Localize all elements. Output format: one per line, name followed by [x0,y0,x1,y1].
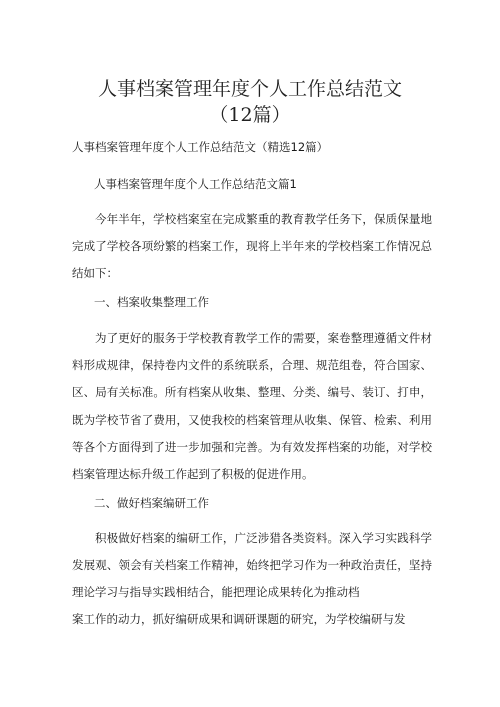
paragraph-archive-research: 积极做好档案的编研工作，广泛涉猎各类资料。深入学习实践科学发展观、领会有关档案工作精神，始终把学习作为一种政治责任，坚持理论学习与指导实践相结合，能把理论成果转化为推动档 [72,531,432,600]
intro-paragraph: 今年半年，学校档案室在完成繁重的教育教学任务下，保质保量地完成了学校各项纷繁的档案工作，现将上半年来的学校档案工作情况总结如下： [72,212,432,281]
paragraph-archive-collection: 为了更好的服务于学校教育教学工作的需要，案卷整理遵循文件材料形成规律，保持卷内文件的系统联系，合理、规范组卷，符合国家、区、局有关标准。所有档案从收集、整理、分类、编号、装订、打申，既为学校节省了费用，又使我校的档案管理从收集、保管、检索、利用等各个方面得到了进一步加强和完善。为有效发挥档案的功能，对学校档案管理达标升级工作起到了积极的促进作用。 [72,331,432,482]
heading-archive-research: 二、做好档案编研工作 [94,496,209,510]
document-title: 人事档案管理年度个人工作总结范文（12篇） [97,78,402,126]
document-subtitle: 人事档案管理年度个人工作总结范文（精选12篇） [72,140,329,154]
heading-archive-collection: 一、档案收集整理工作 [94,295,209,309]
paragraph-archive-research-continued: 案工作的动力，抓好编研成果和调研课题的研究，为学校编研与发 [72,612,406,626]
section-title: 人事档案管理年度个人工作总结范文篇1 [94,177,297,191]
